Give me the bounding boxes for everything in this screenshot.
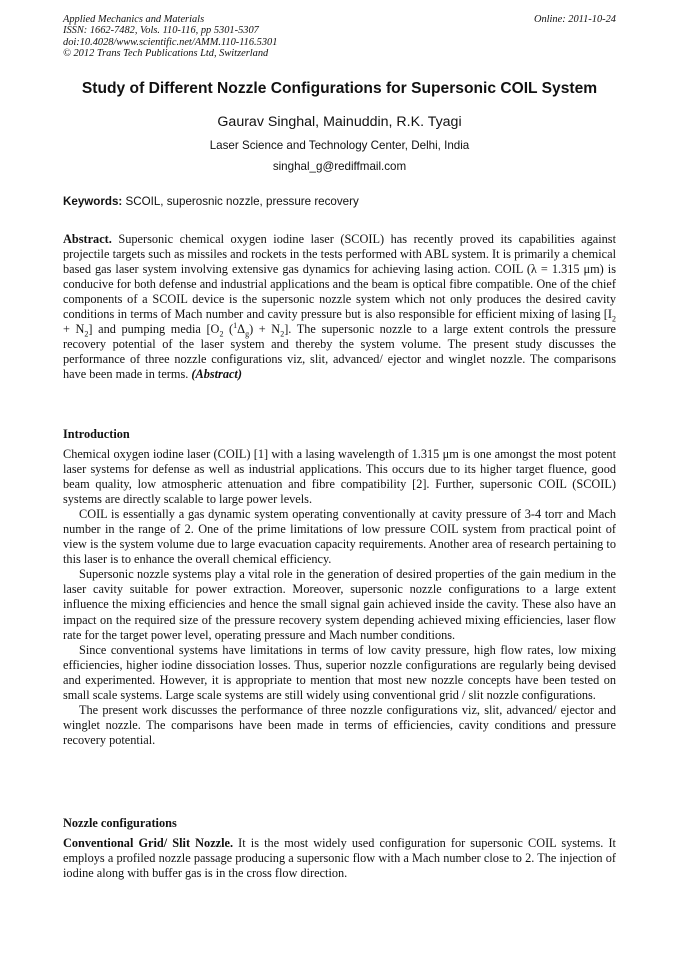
abstract-text: ] and pumping media [O	[88, 322, 220, 337]
author-email: singhal_g@rediffmail.com	[272, 160, 407, 173]
paragraph-text: It is the most widely used configuration for supersonic COIL systems. It employs a profiled nozzle passage producing a supersonic flow with a Mach number close to 2. The injection of iodine along with buffer gas is in the cross flow direction.	[63, 836, 616, 881]
subscript: 2	[612, 314, 616, 324]
abstract-text: + N	[63, 322, 85, 337]
journal-header	[63, 14, 616, 59]
paragraph: Chemical oxygen iodine laser (COIL) [1] with a lasing wavelength of 1.315 μm is one amongst the most potent laser systems for defense as well as industrial applications. This occurs due to its higher target fluence, good beam quality, low atmospheric attenuation and fibre compatibility [2]. Further, supersonic COIL (SCOIL) systems are directly scalable to large power levels.	[63, 447, 616, 507]
copyright-line: © 2012 Trans Tech Publications Ltd, Switzerland	[63, 47, 269, 59]
section-heading-nozzle-configurations: Nozzle configurations	[63, 816, 177, 830]
subscript: g	[245, 329, 250, 339]
paragraph-lead: Conventional Grid/ Slit Nozzle.	[63, 836, 234, 850]
keywords	[63, 195, 616, 208]
abstract	[63, 232, 616, 382]
introduction-section	[63, 447, 616, 748]
abstract-text: Supersonic chemical oxygen iodine laser (SCOIL) has recently proved its capabilities against projectile targets such as missiles and rockets in the tests performed with ABL system. It is primarily a chemical based gas laser system involving extensive gas dynamics for achieving lasing action. COIL (λ = 1.315 μm) is conducive for both defense and industrial applications and the beam is optical fibre compatible. One of the chief components of a SCOIL device is the supersonic nozzle system which not only produces the desired cavity conditions in terms of Mach number and cavity pressure but is also responsible for efficient mixing of lasing [I	[63, 232, 616, 322]
abstract-text: ) + N	[249, 322, 281, 337]
paragraph: Since conventional systems have limitations in terms of low cavity pressure, high flow rates, low mixing efficiencies, higher iodine dissociation losses. Thus, superior nozzle configurations are regularly being devised and experimented. However, it is appropriate to mention that most new nozzle concepts have been tested on small scale systems. Large scale systems are still widely using conventional grid / slit nozzle configurations.	[63, 642, 616, 702]
abstract-text: ]. The supersonic nozzle to a large extent controls the pressure recovery potential of the laser system and thereby the system volume. The present study discusses the performance of three nozzle configurations viz, slit, advanced/ ejector and winglet nozzle. The comparisons have been made in terms.	[63, 322, 616, 382]
section-heading-introduction: Introduction	[63, 427, 130, 441]
issn-line: ISSN: 1662-7482, Vols. 110-116, pp 5301-5307	[63, 25, 259, 37]
abstract-tail: (Abstract)	[191, 367, 242, 382]
journal-name: Applied Mechanics and Materials	[63, 14, 205, 25]
abstract-label: Abstract.	[63, 232, 112, 246]
nozzle-paragraph	[63, 836, 616, 881]
paragraph: Supersonic nozzle systems play a vital role in the generation of desired properties of the gain medium in the laser cavity suitable for power extraction. Moreover, supersonic nozzle configurations to a large extent influence the mixing efficiencies and hence the small signal gain achieved inside the cavity. These also have an impact on the required size of the pressure recovery system depending achieved mixing efficiencies, laser flow rate for the target power level, operating pressure and Mach number conditions.	[63, 567, 616, 642]
affiliation: Laser Science and Technology Center, Delhi, India	[209, 139, 470, 152]
abstract-text: Δ	[237, 322, 246, 337]
doi-line: doi:10.4028/www.scientific.net/AMM.110-116.5301	[63, 36, 278, 48]
authors: Gaurav Singhal, Mainuddin, R.K. Tyagi	[217, 114, 462, 130]
subscript: 2	[280, 329, 285, 339]
paragraph: The present work discusses the performance of three nozzle configurations viz, slit, advanced/ ejector and winglet nozzle. The comparisons have been made in terms of efficiencies, cavity conditions and pressure recovery potential.	[63, 702, 616, 747]
subscript: 2	[84, 329, 89, 339]
keywords-label: Keywords:	[63, 195, 123, 208]
online-date: Online: 2011-10-24	[533, 14, 616, 25]
keywords-text: SCOIL, superosnic nozzle, pressure recovery	[125, 195, 359, 208]
paragraph: COIL is essentially a gas dynamic system operating conventionally at cavity pressure of 3-4 torr and Mach number in the range of 2. One of the prime limitations of low pressure COIL system from practical point of view is the system volume due to large evacuation capacity requirements. Another area of research pertaining to this laser is to enhance the overall chemical efficiency.	[63, 507, 616, 567]
subscript: 2	[219, 329, 224, 339]
paper-title: Study of Different Nozzle Configurations for Supersonic COIL System	[81, 80, 598, 97]
superscript: 1	[233, 321, 238, 331]
abstract-text: (	[223, 322, 234, 337]
